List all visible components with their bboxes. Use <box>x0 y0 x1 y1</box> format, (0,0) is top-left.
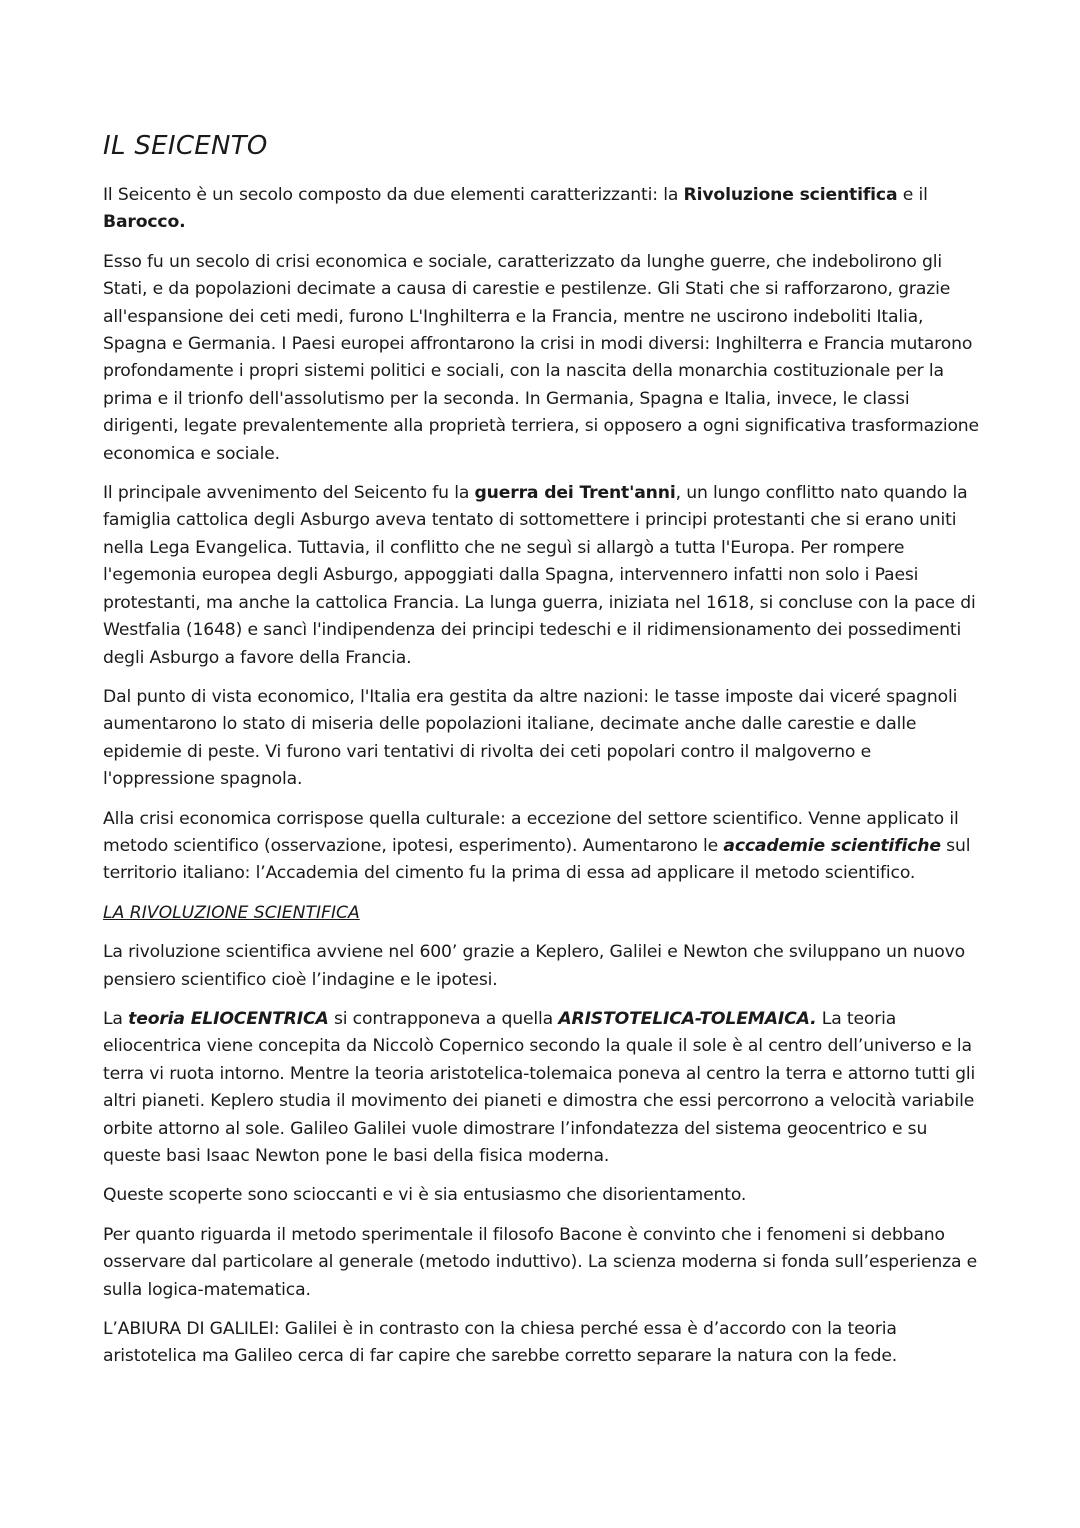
paragraph-cultura <box>103 806 983 888</box>
section-heading-rivoluzione: LA RIVOLUZIONE SCIENTIFICA <box>103 902 360 923</box>
elio-text-e: La teoria eliocentrica viene concepita da Niccolò Copernico secondo la quale il sole è al centro dell’universo e la terra vi ruota intorno. Mentre la teoria aristotelica-tolemaica poneva al centro la terra e attorno tutti gli altri pianeti. Keplero studia il movimento dei pianeti e dimostra che essi percorrono a velocità variabile orbite attorno al sole. Galileo Galilei vuole dimostrare l’infondatezza del sistema geocentrico e su queste basi Isaac Newton pone le basi della fisica moderna. <box>103 1008 976 1166</box>
paragraph-abiura: L’ABIURA DI GALILEI: Galilei è in contrasto con la chiesa perché essa è d’accordo con la teoria aristotelica ma Galileo cerca di far capire che sarebbe corretto separare la natura con la fede. <box>103 1319 898 1367</box>
paragraph-economia: Dal punto di vista economico, l'Italia era gestita da altre nazioni: le tasse imposte dai viceré spagnoli aumentarono lo stato di miseria delle popolazioni italiane, decimate anche dalle carestie e dalle epidemie di peste. Vi furono vari tentativi di rivolta dei ceti popolari contro il malgoverno e l'oppressione spagnola. <box>103 686 958 790</box>
elio-bold-teoria: teoria ELIOCENTRICA <box>128 1008 329 1029</box>
paragraph-crisi: Esso fu un secolo di crisi economica e sociale, caratterizzato da lunghe guerre, che indebolirono gli Stati, e da popolazioni decimate a causa di carestie e pestilenze. Gli Stati che si rafforzarono, grazie all'espansione dei ceti medi, furono L'Inghilterra e la Francia, mentre ne uscirono indeboliti Italia, Spagna e Germania. I Paesi europei affrontarono la crisi in modi diversi: Inghilterra e Francia mutarono profondamente i propri sistemi politici e sociali, con la nascita della monarchia costituzionale per la prima e il trionfo dell'assolutismo per la seconda. In Germania, Spagna e Italia, invece, le classi dirigenti, legate prevalentemente alla proprietà terriera, si opposero a ogni significativa trasformazione economica e sociale. <box>103 251 979 464</box>
paragraph-intro <box>103 182 983 237</box>
paragraph-rivoluzione: La rivoluzione scientifica avviene nel 600’ grazie a Keplero, Galilei e Newton che sviluppano un nuovo pensiero scientifico cioè l’indagine e le ipotesi. <box>103 942 966 990</box>
document-page <box>103 128 983 1383</box>
cultura-bold-accademie: accademie scientifiche <box>723 835 941 856</box>
paragraph-scoperte: Queste scoperte sono scioccanti e vi è sia entusiasmo che disorientamento. <box>103 1185 747 1206</box>
intro-text-c: e il <box>897 185 928 205</box>
elio-text-a: La <box>103 1008 129 1029</box>
paragraph-guerra <box>103 480 983 672</box>
paragraph-bacone: Per quanto riguarda il metodo sperimentale il filosofo Bacone è convinto che i fenomeni si debbano osservare dal particolare al generale (metodo induttivo). La scienza moderna si fonda sull’esperienza e sulla logica-matematica. <box>103 1224 978 1300</box>
page-title: IL SEICENTO <box>103 131 268 161</box>
elio-bold-aristotelica: ARISTOTELICA-TOLEMAICA. <box>558 1008 817 1029</box>
guerra-text-a: Il principale avvenimento del Seicento fu la <box>103 483 475 504</box>
cultura-text-c: sul territorio italiano: l’Accademia del cimento fu la prima di essa ad applicare il metodo scientifico. <box>103 835 971 884</box>
paragraph-eliocentrica <box>103 1006 983 1170</box>
guerra-bold-trentanni: guerra dei Trent'anni <box>474 483 676 504</box>
cultura-text-a: Alla crisi economica corrispose quella culturale: a eccezione del settore scientifico. Venne applicato il metodo scientifico (osservazione, ipotesi, esperimento). Aumentarono le <box>103 808 959 856</box>
intro-text-a: Il Seicento è un secolo composto da due elementi caratterizzanti: la <box>103 185 684 205</box>
guerra-text-c: , un lungo conflitto nato quando la famiglia cattolica degli Asburgo aveva tentato di sottomettere i principi protestanti che si erano uniti nella Lega Evangelica. Tuttavia, il conflitto che ne seguì si allargò a tutta l'Europa. Per rompere l'egemonia europea degli Asburgo, appoggiati dalla Spagna, intervennero infatti non solo i Paesi protestanti, ma anche la cattolica Francia. La lunga guerra, iniziata nel 1618, si concluse con la pace di Westfalia (1648) e sancì l'indipendenza dei principi tedeschi e il ridimensionamento dei possedimenti degli Asburgo a favore della Francia. <box>103 483 976 668</box>
intro-bold-rivoluzione: Rivoluzione scientifica <box>683 185 898 205</box>
intro-bold-barocco: Barocco. <box>103 212 186 233</box>
elio-text-c: si contrapponeva a quella <box>328 1008 559 1029</box>
